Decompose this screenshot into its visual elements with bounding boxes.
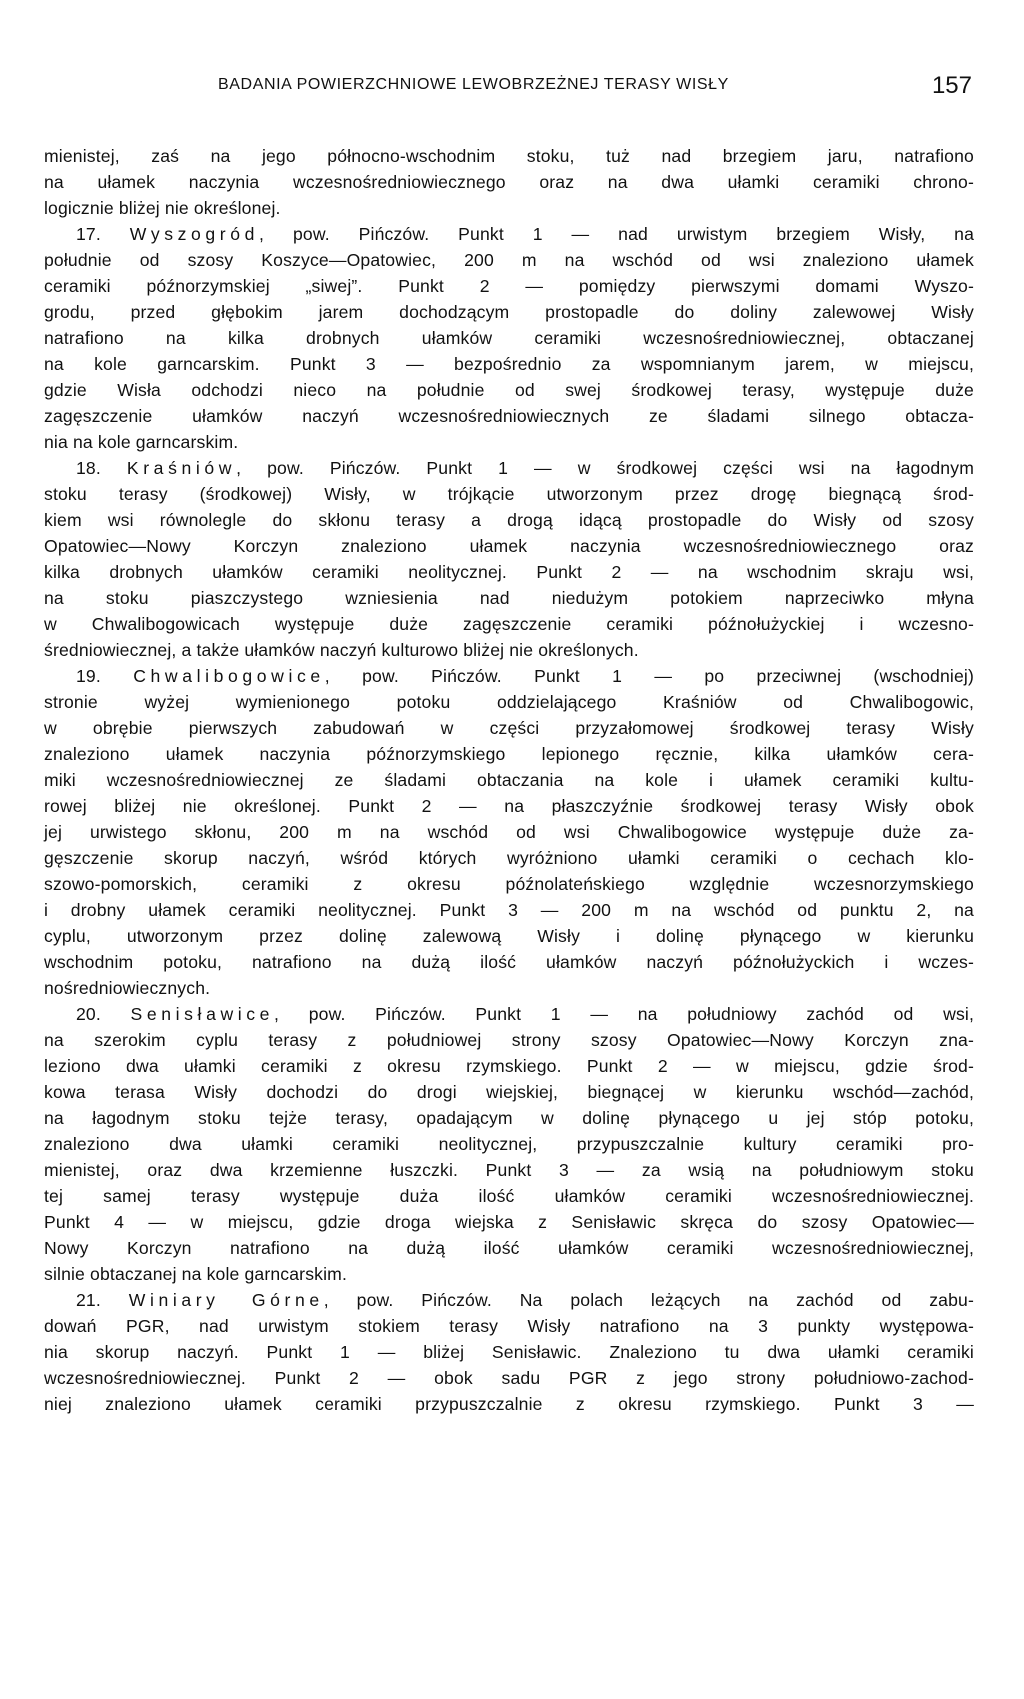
text-line: średniowiecznej, a także ułamków naczyń kulturowo bliżej nie określonych.: [44, 640, 639, 660]
entry-first-line: [44, 663, 974, 689]
text-line: silnie obtaczanej na kole garncarskim.: [44, 1264, 347, 1284]
text-line: mienistej, oraz dwa krzemienne łuszczki. Punkt 3 — za wsią na południowym stoku: [44, 1160, 974, 1180]
text-line: leziono dwa ułamki ceramiki z okresu rzymskiego. Punkt 2 — w miejscu, gdzie środ-: [44, 1056, 974, 1076]
text-line: zagęszczenie ułamków naczyń wczesnośredniowiecznych ze śladami silnego obtacza-: [44, 406, 974, 426]
entry-number: 18.: [76, 458, 127, 478]
place-name: Chwalibogowice: [133, 666, 325, 686]
text-line: dowań PGR, nad urwistym stokiem terasy Wisły natrafiono na 3 punkty występowa-: [44, 1316, 974, 1336]
text-line: Opatowiec—Nowy Korczyn znaleziono ułamek naczynia wczesnośredniowiecznego oraz: [44, 536, 974, 556]
text-line: wschodnim potoku, natrafiono na dużą ilość ułamków naczyń późnołużyckich i wczes-: [44, 952, 974, 972]
text-line: natrafiono na kilka drobnych ułamków ceramiki wczesnośredniowiecznej, obtaczanej: [44, 328, 974, 348]
text-line: ceramiki późnorzymskiej „siwej”. Punkt 2 — pomiędzy pierwszymi domami Wyszo-: [44, 276, 974, 296]
running-title: BADANIA POWIERZCHNIOWE LEWOBRZEŻNEJ TERASY WISŁY: [218, 76, 729, 93]
text-line: jej urwistego skłonu, 200 m na wschód od wsi Chwalibogowice występuje duże za-: [44, 822, 974, 842]
text-line: znaleziono ułamek naczynia późnorzymskiego lepionego ręcznie, kilka ułamków cera-: [44, 744, 974, 764]
entry-number: 21.: [76, 1290, 129, 1310]
text-line: w obrębie pierwszych zabudowań w części przyzałomowej środkowej terasy Wisły: [44, 718, 974, 738]
text-line: mienistej, zaś na jego północno-wschodnim stoku, tuż nad brzegiem jaru, natrafiono: [44, 146, 974, 166]
entry-first-line: [44, 1287, 974, 1313]
text-line: wczesnośredniowiecznej. Punkt 2 — obok sadu PGR z jego strony południowo-zachod-: [44, 1368, 974, 1388]
entry-number: 17.: [76, 224, 130, 244]
text-line: nia skorup naczyń. Punkt 1 — bliżej Senisławic. Znaleziono tu dwa ułamki ceramiki: [44, 1342, 974, 1362]
entry-text: , pow. Pińczów. Punkt 1 — po przeciwnej (wschodniej): [324, 666, 974, 686]
entry-number: 20.: [76, 1004, 131, 1024]
entry-first-line: [44, 1001, 974, 1027]
entry-text: , pow. Pińczów. Punkt 1 — na południowy zachód od wsi,: [274, 1004, 975, 1024]
page-header: [0, 74, 1024, 114]
text-line: niej znaleziono ułamek ceramiki przypuszczalnie z okresu rzymskiego. Punkt 3 —: [44, 1394, 974, 1414]
text-line: logicznie bliżej nie określonej.: [44, 198, 281, 218]
text-line: i drobny ułamek ceramiki neolitycznej. Punkt 3 — 200 m na wschód od punktu 2, na: [44, 900, 974, 920]
text-line: na ułamek naczynia wczesnośredniowiecznego oraz na dwa ułamki ceramiki chrono-: [44, 172, 974, 192]
body-text: [44, 143, 974, 1417]
text-line: południe od szosy Koszyce—Opatowiec, 200 m na wschód od wsi znaleziono ułamek: [44, 250, 974, 270]
entry-first-line: [44, 455, 974, 481]
text-line: w Chwalibogowicach występuje duże zagęszczenie ceramiki późnołużyckiej i wczesno-: [44, 614, 974, 634]
text-line: stoku terasy (środkowej) Wisły, w trójkącie utworzonym przez drogę biegnącą środ-: [44, 484, 974, 504]
text-line: Punkt 4 — w miejscu, gdzie droga wiejska z Senisławic skręca do szosy Opatowiec—: [44, 1212, 974, 1232]
text-line: nośredniowiecznych.: [44, 978, 211, 998]
text-line: gęszczenie skorup naczyń, wśród których wyróżniono ułamki ceramiki o cechach klo-: [44, 848, 974, 868]
text-line: kowa terasa Wisły dochodzi do drogi wiejskiej, biegnącej w kierunku wschód—zachód,: [44, 1082, 974, 1102]
text-line: szowo-pomorskich, ceramiki z okresu późnolateńskiego względnie wczesnorzymskiego: [44, 874, 974, 894]
place-name: Winiary Górne: [128, 1290, 324, 1310]
text-line: tej samej terasy występuje duża ilość ułamków ceramiki wczesnośredniowiecznej.: [44, 1186, 974, 1206]
entry-number: 19.: [76, 666, 134, 686]
text-line: stronie wyżej wymienionego potoku oddzielającego Kraśniów od Chwalibogowic,: [44, 692, 974, 712]
text-line: grodu, przed głębokim jarem dochodzącym prostopadle do doliny zalewowej Wisły: [44, 302, 974, 322]
text-line: rowej bliżej nie określonej. Punkt 2 — na płaszczyźnie środkowej terasy Wisły obok: [44, 796, 974, 816]
text-line: miki wczesnośredniowiecznej ze śladami obtaczania na kole i ułamek ceramiki kultu-: [44, 770, 974, 790]
text-line: na kole garncarskim. Punkt 3 — bezpośrednio za wspomnianym jarem, w miejscu,: [44, 354, 974, 374]
text-line: kilka drobnych ułamków ceramiki neolitycznej. Punkt 2 — na wschodnim skraju wsi,: [44, 562, 974, 582]
text-line: kiem wsi równolegle do skłonu terasy a drogą idącą prostopadle do Wisły od szosy: [44, 510, 974, 530]
entry-text: , pow. Pińczów. Punkt 1 — nad urwistym brzegiem Wisły, na: [259, 224, 975, 244]
text-line: gdzie Wisła odchodzi nieco na południe od swej środkowej terasy, występuje duże: [44, 380, 974, 400]
text-line: na szerokim cyplu terasy z południowej strony szosy Opatowiec—Nowy Korczyn zna-: [44, 1030, 974, 1050]
place-name: Senisławice: [130, 1004, 275, 1024]
text-line: Nowy Korczyn natrafiono na dużą ilość ułamków ceramiki wczesnośredniowiecznej,: [44, 1238, 974, 1258]
entry-first-line: [44, 221, 974, 247]
entry-text: , pow. Pińczów. Na polach leżących na zachód od zabu-: [323, 1290, 974, 1310]
text-line: na stoku piaszczystego wzniesienia nad niedużym potokiem naprzeciwko młyna: [44, 588, 974, 608]
text-line: cyplu, utworzonym przez dolinę zalewową Wisły i dolinę płynącego w kierunku: [44, 926, 974, 946]
text-line: znaleziono dwa ułamki ceramiki neolitycznej, przypuszczalnie kultury ceramiki pro-: [44, 1134, 974, 1154]
place-name: Wyszogród: [129, 224, 260, 244]
text-line: na łagodnym stoku tejże terasy, opadającym w dolinę płynącego u jej stóp potoku,: [44, 1108, 974, 1128]
place-name: Kraśniów: [126, 458, 237, 478]
text-line: nia na kole garncarskim.: [44, 432, 239, 452]
page-number: 157: [931, 72, 972, 99]
entry-text: , pow. Pińczów. Punkt 1 — w środkowej części wsi na łagodnym: [236, 458, 974, 478]
